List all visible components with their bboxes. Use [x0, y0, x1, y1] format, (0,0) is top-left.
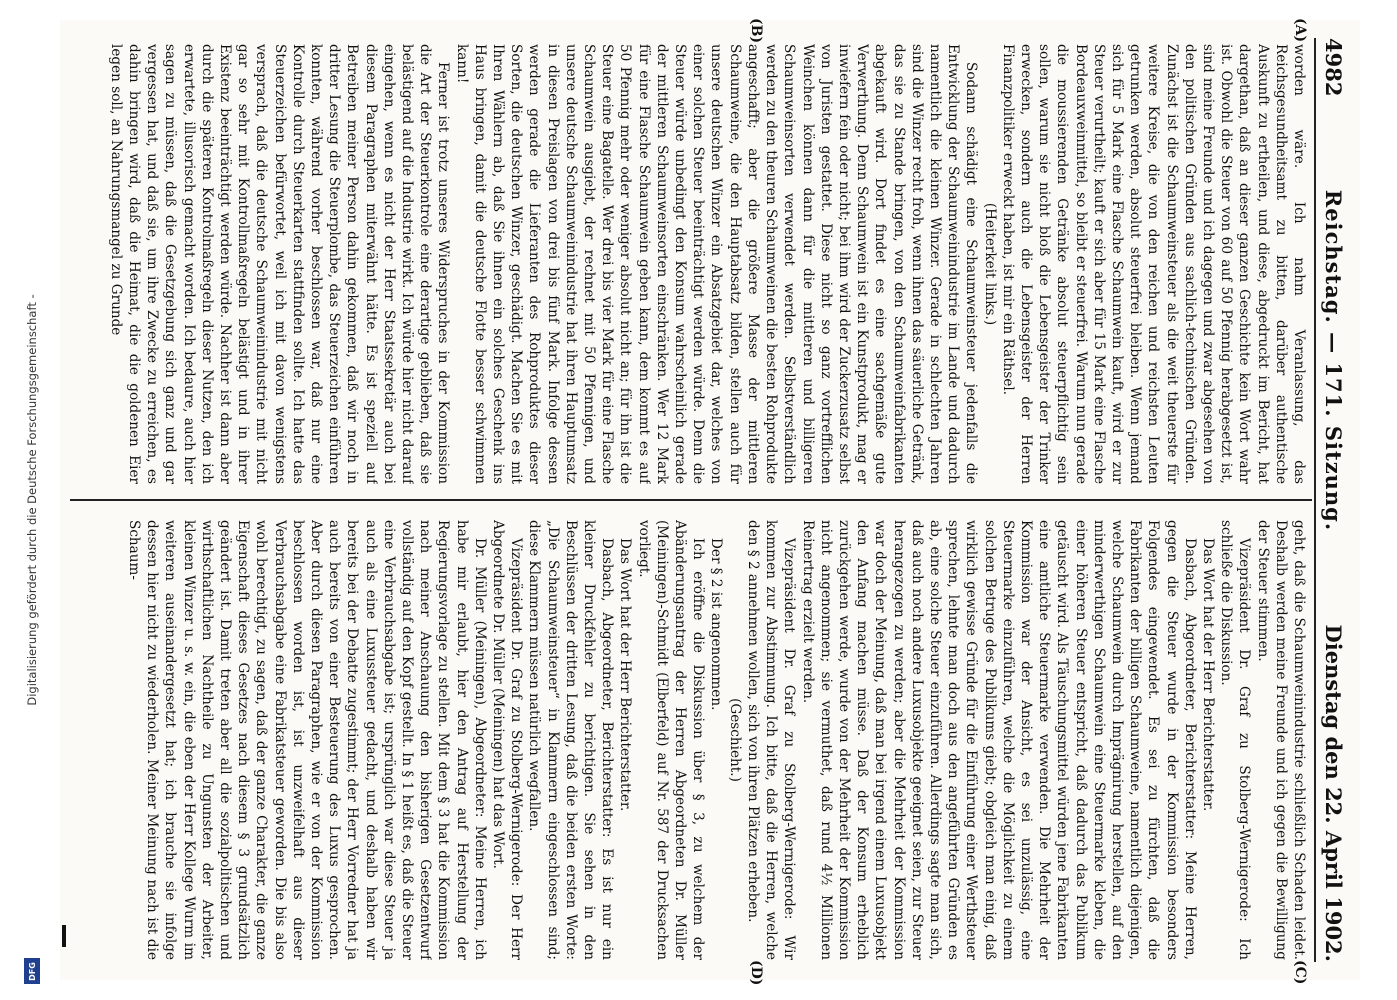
right-paragraph: Der § 2 ist angenommen.: [708, 538, 725, 711]
margin-mark-b: (B): [748, 18, 764, 44]
right-paragraph: geht, daß die Schaumweinindustrie schließlich Schaden leidet. Deshalb werden meine Freunde und ich gegen die Bewilligung der Steuer stimmen.: [1254, 520, 1307, 960]
right-paragraph: (Geschieht.): [726, 698, 743, 782]
page-number: 4982: [1321, 38, 1347, 97]
scan-edge-mark: [62, 925, 66, 947]
margin-mark-c: (C): [1292, 960, 1308, 985]
left-paragraph: worden wäre. Ich nahm Veranlassung, das Reichsgesundheitsamt zu bitten, darüber authentische Auskunft zu ertheilen, und diese, abgedruckt im Bericht, hat dargethan, daß an dieser ganzen Geschichte kein Wort wahr ist. Obwohl die Steuer von 60 auf 50 Pfennig herabgesetzt ist, sind meine Freunde und ich dagegen und zwar abgesehen von den politischen Gründen aus sachlich-technischen Gründen. Zunächst ist die Schaumweinsteuer als die weit theuerste für weitere Kreise, die von den reichen und reichsten Leuten getrunken werden, absolut steuerfrei bleiben. Wenn jemand sich für 5 Mark eine Flasche Schaumwein kauft, wird er zur Steuer verurtheilt; kauft er sich aber für 15 Mark eine Flasche Bordeauxweinmittel, so bleibt er steuerfrei. Warum nun gerade die moussierenden Getränke absolut steuerpflichtig sein sollen, warum sie nicht bloß die Lebensgeister der Trinker erwecken, sondern auch die Lebensgeister der Herren Finanzpolitiker erweckt haben, ist mir ein Räthsel.: [999, 44, 1307, 484]
right-paragraph: Das Wort hat der Herr Berichterstatter.: [1199, 538, 1216, 812]
right-paragraph: Das Wort hat der Herr Berichterstatter.: [617, 538, 634, 812]
digitization-footer: [20, 20, 44, 980]
header-title: Reichstag. — 171. Sitzung.: [1321, 189, 1347, 532]
left-column: [72, 44, 1308, 484]
right-paragraph: Vizepräsident Dr. Graf zu Stolberg-Wernigerode: Der Herr Abgeordnete Dr. Müller (Meiningen) hat das Wort.: [490, 520, 525, 960]
digitization-note: Digitalisierung gefördert durch die Deutsche Forschungsgemeinschaft -: [25, 294, 39, 706]
right-column: [72, 520, 1308, 960]
left-paragraph: Sodann schädigt eine Schaumweinsteuer jedenfalls die Entwicklung der Schaumweinindustrie im Lande und dadurch namentlich die kleinen Winzer. Gerade in schlechten Jahren sind die Winzer recht froh, wenn ihnen das säuerliche Getränk, das sie zu Stande bringen, von den Schaumweinfabrikanten abgekauft wird. Dort findet es eine sachgemäße gute Verwerthung. Denn Schaumwein ist ein Kunstprodukt, mag er inwiefern fein oder nicht; bei ihm wird der Zuckerzusatz selbst von Juristen gestattet. Diese nicht so ganz vortrefflichen Weinchen können dann für die mittleren und billigeren Schaumweinsorten verwendet werden. Selbstverständlich werden zu den theuren Schaumweinen die besten Rohprodukte angeschafft; aber die größere Masse der mittleren Schaumweine, die den Hauptabsatz bilden, stellen auch für unsere deutschen Winzer ein Absatzgebiet dar, welches von einer solchen Steuer beeinträchtigt werden würde. Denn die Steuer würde unbedingt den Konsum wahrscheinlich gerade der mittleren Schaumweinsorten einschränken. Wer 12 Mark für eine Flasche Schaumwein geben kann, dem kommt es auf 50 Pfennig mehr oder weniger absolut nicht an; für ihn ist die Steuer eine Bagatelle. Wer drei bis vier Mark für eine Flasche Schaumwein ausgiebt, der rechnet mit 50 Pfennigen, und unsere deutsche Schaumweinindustrie hat ihren Hauptumsatz in diesen Preislagen von drei bis fünf Mark. Infolge dessen werden gerade die Lieferanten des Rohproduktes dieser Sorten, die deutschen Winzer, geschädigt. Machen Sie es mit Ihren Wählern ab, daß Sie ihnen ein solches Geschenk ins Haus bringen, damit die deutsche Flotte besser schwimmen kann!: [453, 44, 980, 484]
right-paragraph: Dr. Müller (Meiningen), Abgeordneter: Meine Herren, ich habe mir erlaubt, hier den Antrag auf Herstellung der Regierungsvorlage zu stellen. Mit dem § 3 hat die Kommission nach meiner Anschauung den bisherigen Gesetzentwurf vollständig auf den Kopf gestellt. In § 1 heißt es, daß die Steuer eine Verbrauchsabgabe ist; ursprünglich war diese Steuer ja auch als eine Luxussteuer gedacht, und deshalb haben wir bereits bei der Debatte zugestimmt; der Herr Vorredner hat ja auch bereits von einer Besteuerung des Luxus gesprochen. Aber durch diesen Paragraphen, wie er von der Kommission beschlossen worden ist, ist unzweifelhaft aus dieser Verbrauchsabgabe eine Fabrikatsteuer geworden. Die bis also wohl berechtigt, zu sagen, daß der ganze Charakter, die ganze Eigenschaft dieses Gesetzes nach diesem § 3 grundsätzlich geändert ist. Damit treten aber all die sozialpolitischen und wirthschaftlichen Nachtheile zu Ungunsten der Arbeiter, kleinen Winzer u. s. w. ein, die eben der Herr Kollege Wurm im weiteren auseinandergesetzt hat; ich brauche sie infolge dessen hier nicht zu wiederholen. Meiner Meinung nach ist die Schaum-: [126, 520, 488, 960]
column-divider: [70, 499, 1312, 501]
margin-mark-d: (D): [748, 960, 764, 986]
scanned-page: [60, 18, 1360, 986]
dfg-logo: [24, 958, 40, 984]
right-paragraph: Vizepräsident Dr. Graf zu Stolberg-Wernigerode: Wir kommen zur Abstimmung. Ich bitte, daß die Herren, welche den § 2 annehmen wollen, sich von ihren Plätzen erheben.: [744, 520, 798, 960]
page-header: [1314, 38, 1352, 962]
right-paragraph: Dasbach, Abgeordneter, Berichterstatter: Meine Herren, gegen die Steuer wurde in der Kommission besonders Folgendes eingewendet. Es sei zu fürchten, daß die Fabrikanten der billigen Schaumweine, namentlich diejenigen, welche Schaumwein durch Imprägnirung herstellen, auf den minderwerthigen Schaumwein eine Steuermarke kleben, die einer höheren Steuer entspricht, daß dadurch das Publikum getäuscht wird. Als Täuschungsmittel würden jene Fabrikanten eine amtliche Steuermarke verwenden. Die Mehrheit der Kommission war der Ansicht, es sei unzulässig, eine Steuermarke einzuführen, welche die Möglichkeit zu einem solchen Betruge des Publikums giebt; obgleich man einig, daß wirklich gewisse Gründe für die Einführung einer Werthsteuer sprechen, lehnte man doch aus den angeführten Gründen es ab, eine solche Steuer einzuführen. Allerdings sagte man sich, daß auch noch andere Luxusobjekte geeignet seien, zur Steuer herangezogen zu werden; aber die Mehrheit der Kommission war doch der Meinung, daß man bei irgend einem Luxusobjekt den Anfang machen müsse. Daß der Konsum erheblich zurückgehen werde, wurde von der Mehrheit der Kommission nicht angenommen; sie vermuthet, daß rund 4½ Millionen Reinertrag erzielt werden.: [799, 520, 1198, 960]
right-paragraph: Ich eröffne die Diskussion über § 3, zu welchem der Abänderungsantrag der Herren Abgeordneten Dr. Müller (Meiningen)-Schmidt (Elberfeld) auf Nr. 587 der Drucksachen vorliegt.: [635, 520, 707, 960]
rotated-newspaper-page: [60, 18, 1360, 986]
right-paragraph: Dasbach, Abgeordneter, Berichterstatter: Es ist nur ein kleiner Druckfehler zu berichtigen. Sie sehen in den Beschlüssen der dritten Lesung, daß die beiden ersten Worte: „Die Schaumweinsteuer“ in Klammern eingeschlossen sind; diese Klammern müssen natürlich wegfallen.: [526, 520, 616, 960]
dfg-logo-text: DFG: [27, 961, 37, 981]
header-date: Dienstag den 22. April 1902.: [1321, 624, 1347, 962]
margin-mark-a: (A): [1292, 18, 1308, 43]
left-paragraph: (Heiterkeit links.): [981, 202, 998, 326]
right-paragraph: Vizepräsident Dr. Graf zu Stolberg-Wernigerode: Ich schließe die Diskussion.: [1218, 520, 1253, 960]
left-paragraph: Ferner ist trotz unseres Widerspruches in der Kommission die Art der Steuerkontrole eine derartige geblieben, daß sie belästigend auf die Industrie wirkt. Ich würde hier nicht darauf eingehen, wenn es nicht der Herr Staatssekretär auch bei diesem Paragraphen miterwähnt hätte. Es ist speziell auf Betreiben meiner Person dahin gekommen, daß wir noch in dritter Lesung die Steuerplombe, das Steuerzeichen einführen konnten, während vorher beschlossen war, daß nur eine Kontrolle durch Steuerkarten stattfinden sollte. Ich hatte das Steuerzeichen befürwortet, weil ich mit davon wenigstens versprach, daß die deutsche Schaumweinindustrie mit nicht gar so sehr mit Kontrollmaßregeln belästigt und in ihrer Existenz beeinträchtigt werden würde. Nachher ist dann aber durch die späteren Kontrolmaßregeln dieser Nutzen, den ich erwartete, illusorisch gemacht worden. Ich bedaure, auch hier sagen zu müssen, daß die Gesetzgebung sich ganz und gar vergessen hat, und daß sie, um ihre Zwecke zu erreichen, es dahin bringen wird, daß die Heimat, die die goldenen Eier legen soll, an Nahrungsmangel zu Grunde: [107, 44, 452, 484]
